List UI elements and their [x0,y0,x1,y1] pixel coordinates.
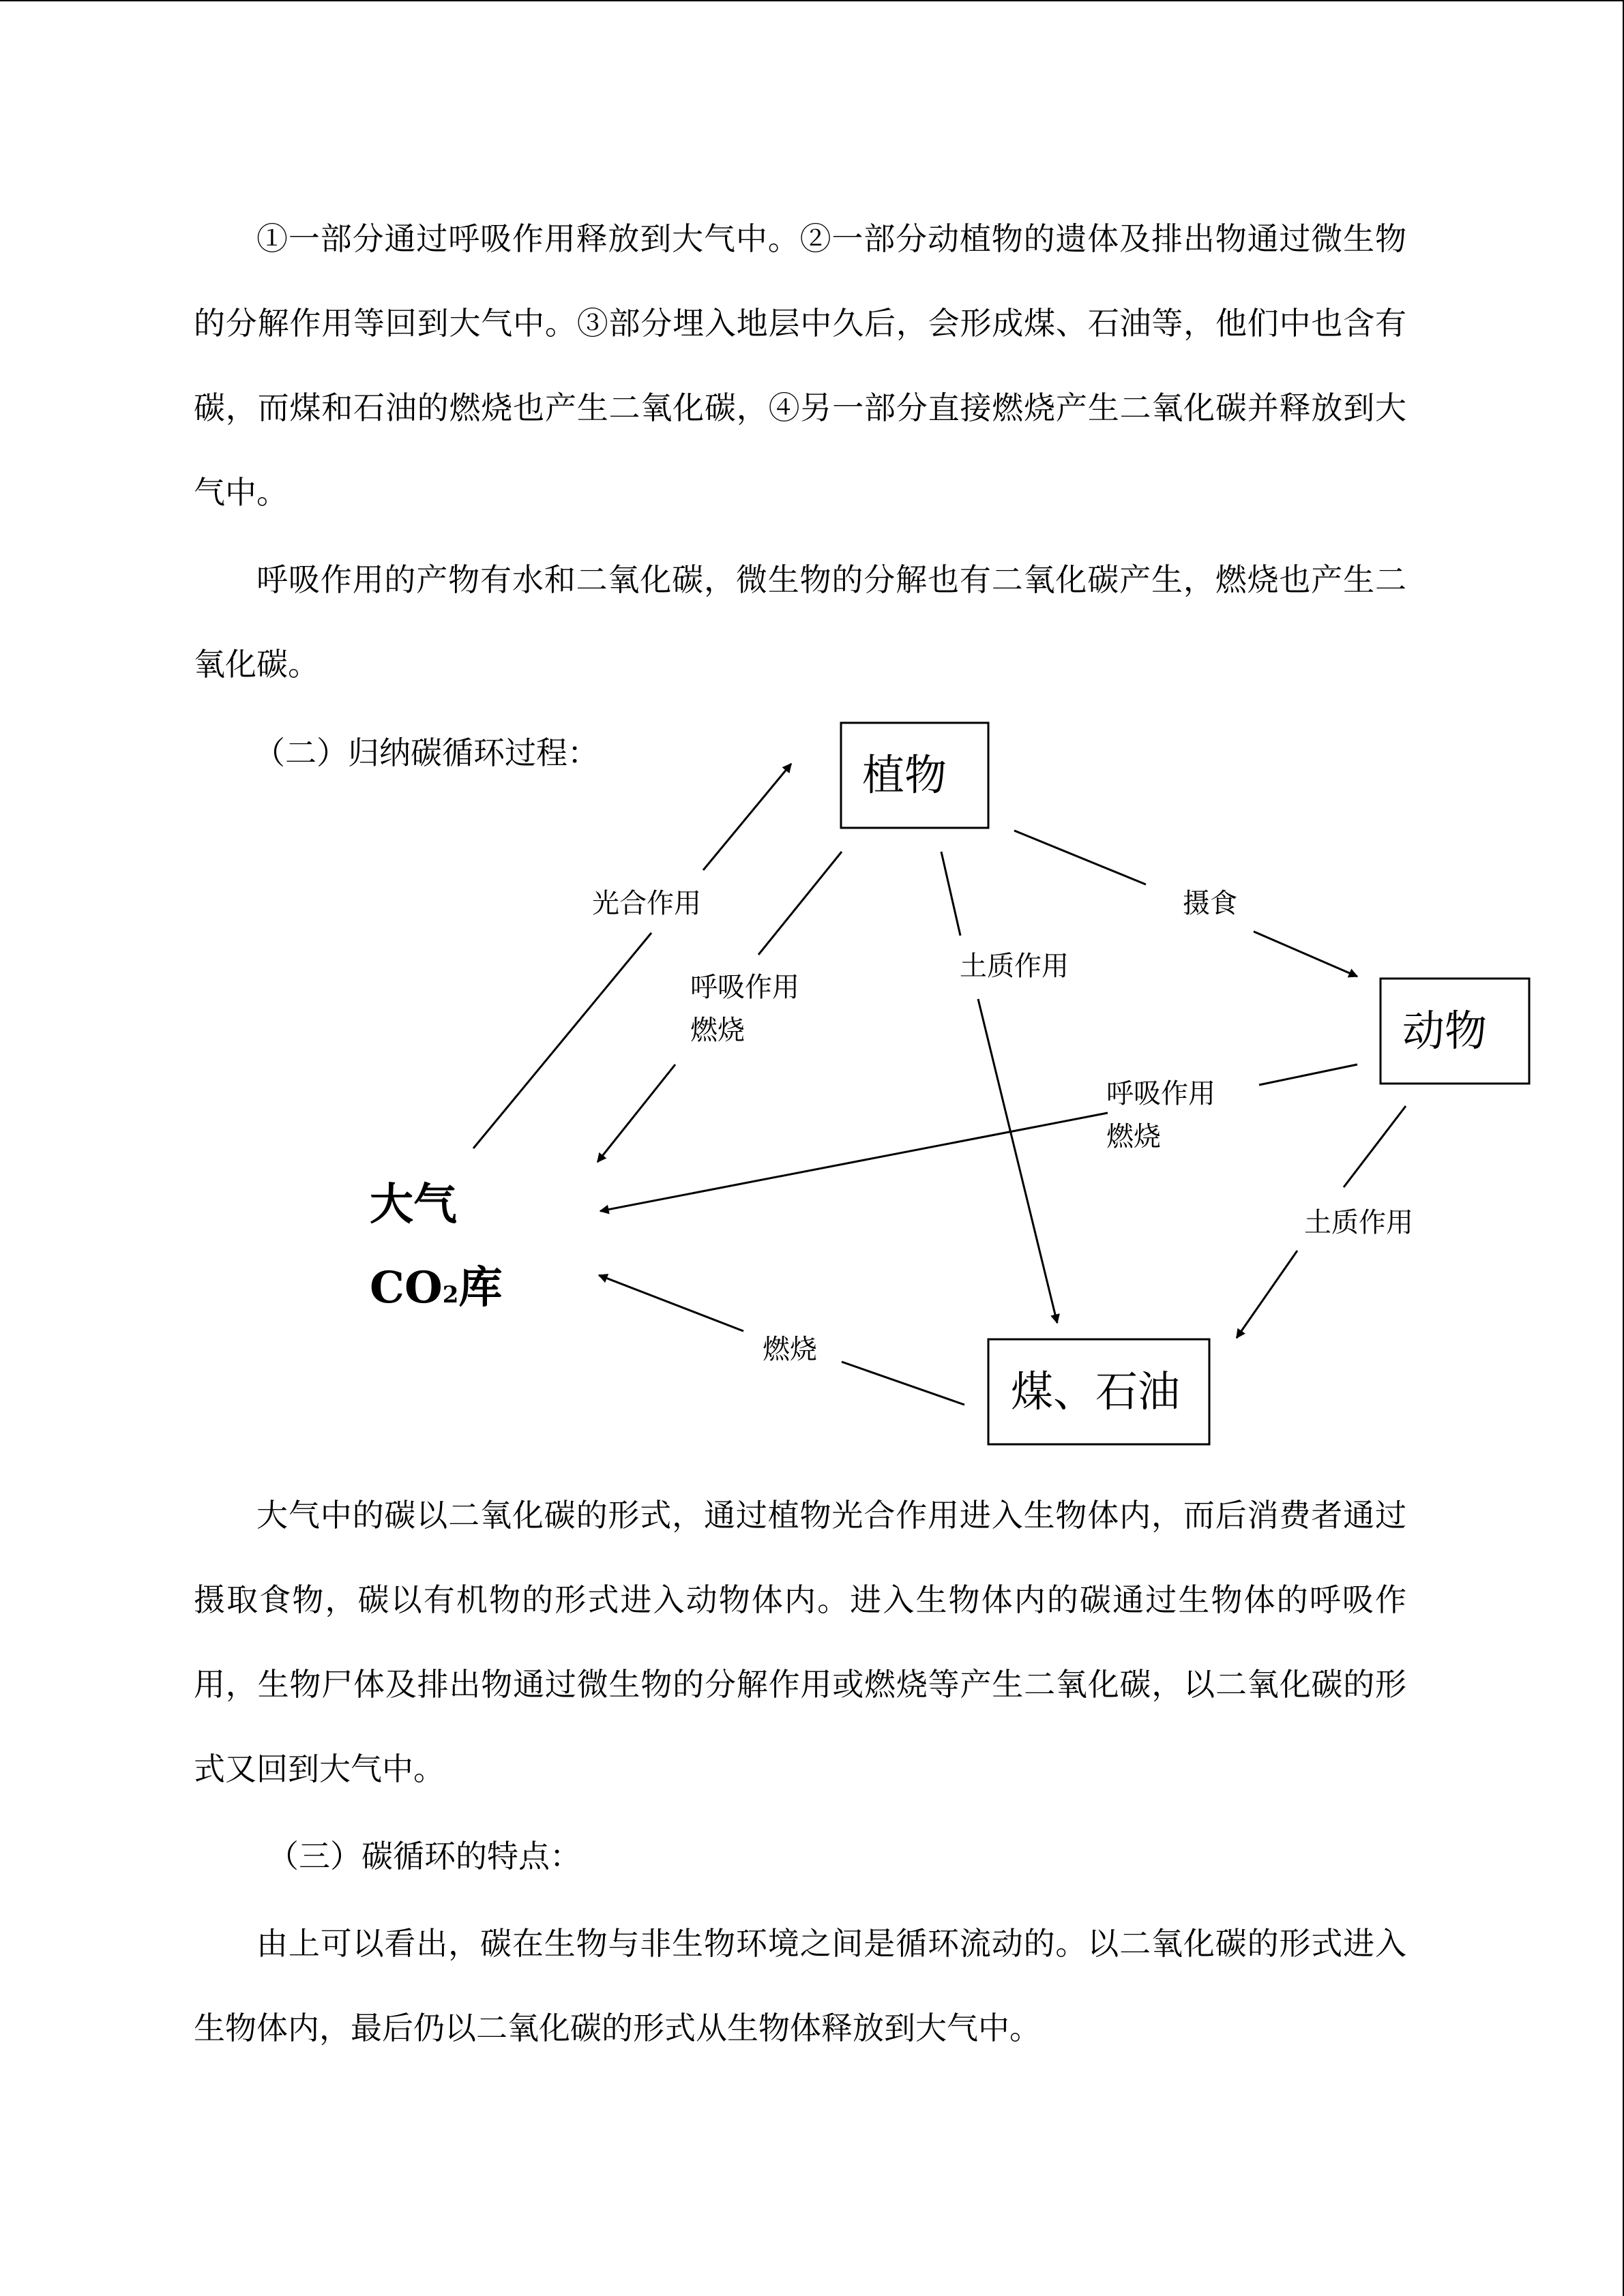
atmosphere-label: 大气 [370,1179,457,1230]
photosynthesis-line-lower [473,933,651,1148]
animal-node-label: 动物 [1402,1006,1488,1056]
paragraph-cycle-description: 大气中的碳以二氧化碳的形式，通过植物光合作用进入生物体内，而后消费者通过摄取食物，碳以有机物的形式进入动物体内。进入生物体内的碳通过生物体的呼吸作用，生物尸体及排出物通过微生物的分解作用或燃烧等产生二氧化碳，以二氧化碳的形式又回到大气中。 [194,1497,1406,1787]
animal-soil-arrow [1237,1251,1297,1338]
paragraph-co2-sources: 呼吸作用的产物有水和二氧化碳，微生物的分解也有二氧化碳产生，燃烧也产生二氧化碳。 [194,561,1406,683]
section-heading-features: （三）碳循环的特点： [267,1838,581,1875]
feeding-line-upper [1014,831,1146,884]
animal-soil-label: 土质作用 [1304,1207,1413,1238]
plant-soil-arrow [978,999,1057,1323]
paragraph-carbon-return: ①一部分通过呼吸作用释放到大气中。②一部分动植物的遗体及排出物通过微生物的分解作用等回到大气中。③部分埋入地层中久后，会形成煤、石油等，他们中也含有碳，而煤和石油的燃烧也产生二氧化碳，④另一部分直接燃烧产生二氧化碳并释放到大气中。 [194,220,1406,511]
atmosphere-store-text: 库 [458,1262,503,1313]
plant-respiration-arrow [597,1064,675,1162]
photosynthesis-label: 光合作用 [592,888,701,919]
plant-soil-line-upper [941,852,960,936]
fossil-burning-line [842,1362,964,1405]
animal-respiration-label: 呼吸作用 [1106,1078,1215,1109]
plant-soil-label: 土质作用 [960,951,1069,982]
feeding-arrow [1254,931,1357,976]
section-heading-process: （二）归纳碳循环过程： [254,734,599,771]
paragraph-cycle-features: 由上可以看出，碳在生物与非生物环境之间是循环流动的。以二氧化碳的形式进入生物体内，最后仍以二氧化碳的形式从生物体释放到大气中。 [194,1925,1406,2046]
atmosphere-co2-label [370,1262,502,1313]
fossil-burning-label: 燃烧 [763,1334,817,1365]
photosynthesis-arrow [703,764,791,870]
plant-respiration-line-upper [758,852,842,955]
atmosphere-co-text: CO [370,1262,443,1313]
coal-oil-node-label: 煤、石油 [1010,1367,1181,1416]
atmosphere-subscript: 2 [442,1281,459,1309]
fossil-burning-arrow [599,1275,743,1331]
feeding-label: 摄食 [1183,888,1237,919]
plant-respiration-label: 呼吸作用 [690,972,799,1003]
plant-node-label: 植物 [861,750,947,800]
animal-soil-line-upper [1344,1106,1406,1187]
animal-burning-label: 燃烧 [1106,1121,1161,1152]
animal-respiration-arrow [600,1113,1108,1211]
plant-burning-label: 燃烧 [690,1015,745,1046]
animal-respiration-line-upper [1259,1064,1357,1085]
carbon-cycle-diagram [0,682,1624,1487]
